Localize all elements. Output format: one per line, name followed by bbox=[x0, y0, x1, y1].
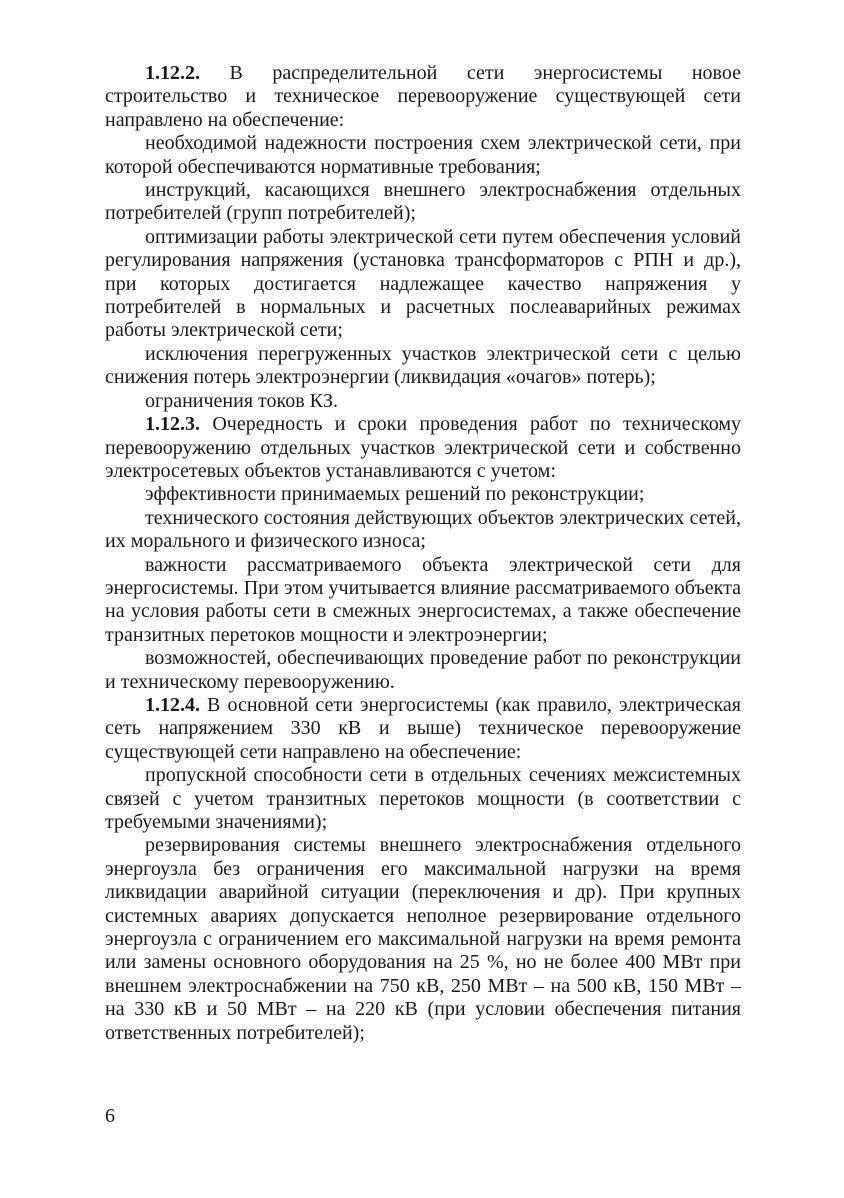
list-item: эффективности принимаемых решений по реконструкции; bbox=[145, 483, 645, 506]
section-number: 1.12.3. bbox=[145, 413, 200, 436]
list-item: ограничения токов КЗ. bbox=[145, 389, 339, 412]
section-number: 1.12.4. bbox=[145, 693, 200, 716]
list-item: необходимой надежности построения схем электрической сети, при которой обеспечиваются нормативные требования; bbox=[105, 132, 741, 178]
list-item: технического состояния действующих объектов электрических сетей, их морального и физического износа; bbox=[105, 506, 741, 553]
paragraph-1-12-4 bbox=[105, 694, 741, 764]
list-item: пропускной способности сети в отдельных сечениях межсистемных связей с учетом транзитных перетоков мощности (в соответствии с требуемыми значениями); bbox=[105, 764, 741, 833]
list-item: резервирования системы внешнего электроснабжения отдельного энергоузла без ограничения его максимальной нагрузки на время ликвидации аварийной ситуации (переключения и др). При крупных системных авариях допускается неполное резервирование отдельного энергоузла с ограничением его максимальной нагрузки на время ремонта или замены основного оборудования на 25 %, но не более 400 МВт при внешнем электроснабжении на 750 кВ, 250 МВт – на 500 кВ, 150 МВт – на 330 кВ и 50 МВт – на 220 кВ (при условии обеспечения питания ответственных потребителей); bbox=[105, 834, 741, 1044]
paragraph-text: В основной сети энергосистемы (как правило, электрическая сеть напряжением 330 кВ и выше) техническое перевооружение существующей сети направлено на обеспечение: bbox=[105, 693, 741, 763]
section-number: 1.12.2. bbox=[145, 62, 200, 84]
paragraph-1-12-2 bbox=[105, 62, 741, 132]
page-number: 6 bbox=[105, 1105, 115, 1127]
list-item: исключения перегруженных участков электрической сети с целью снижения потерь электроэнергии (ликвидация «очагов» потерь); bbox=[105, 342, 741, 389]
list-item: важности рассматриваемого объекта электрической сети для энергосистемы. При этом учитывается влияние рассматриваемого объекта на условия работы сети в смежных энергосистемах, а также обеспечение транзитных перетоков мощности и электроэнергии; bbox=[105, 553, 741, 646]
paragraph-1-12-3 bbox=[105, 413, 741, 483]
list-item: оптимизации работы электрической сети путем обеспечения условий регулирования напряжения (установка трансформаторов с РПН и др.), при которых достигается надлежащее качество напряжения у потребителей в нормальных и расчетных послеаварийных режимах работы электрической сети; bbox=[105, 225, 741, 342]
document-body bbox=[105, 62, 741, 1045]
list-item: инструкций, касающихся внешнего электроснабжения отдельных потребителей (групп потребителей); bbox=[105, 179, 741, 225]
paragraph-text: Очередность и сроки проведения работ по техническому перевооружению отдельных участков электрической сети и собственно электросетевых объектов устанавливаются с учетом: bbox=[105, 413, 741, 482]
list-item: возможностей, обеспечивающих проведение работ по реконструкции и техническому перевооружению. bbox=[105, 647, 741, 693]
paragraph-text: В распределительной сети энергосистемы новое строительство и техническое перевооружение существующей сети направлено на обеспечение: bbox=[105, 62, 741, 131]
